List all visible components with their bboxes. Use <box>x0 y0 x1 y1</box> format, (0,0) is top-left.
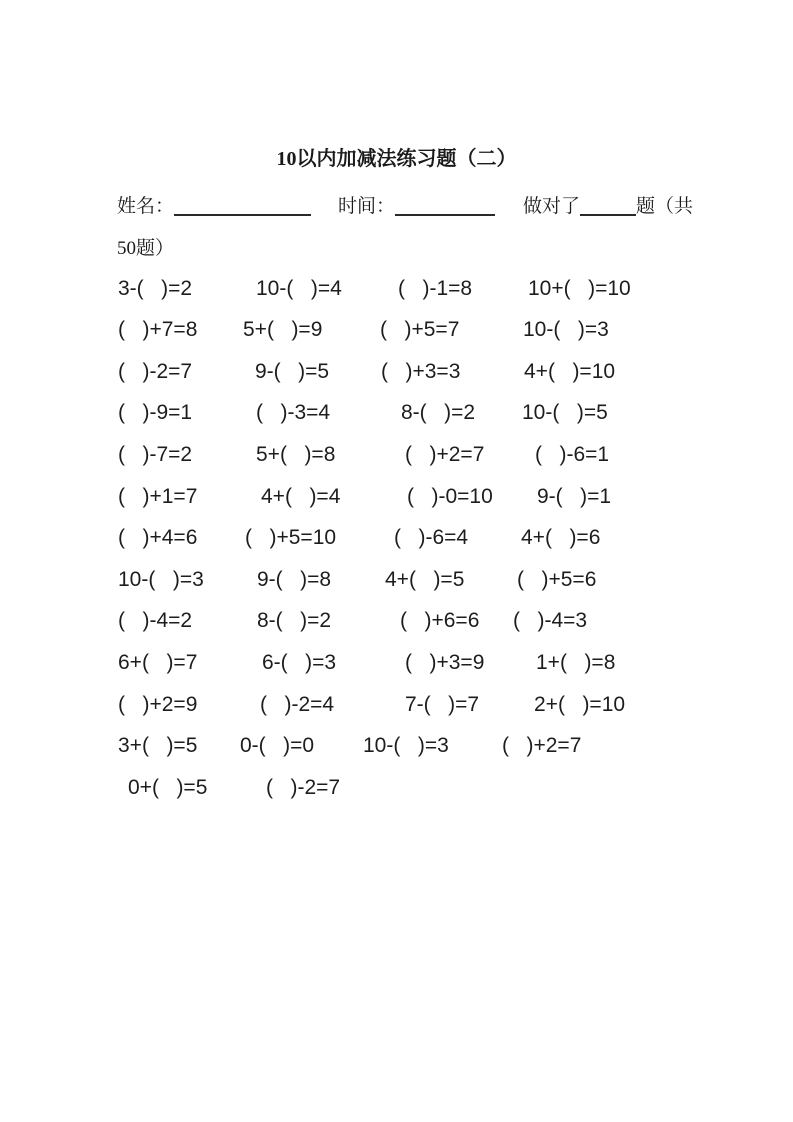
problem-cell: ( )+2=9 <box>118 693 198 716</box>
problem-row <box>0 401 793 431</box>
problem-cell: 4+( )=4 <box>261 485 341 508</box>
problem-cell: 6+( )=7 <box>118 651 198 674</box>
problem-cell: 10-( )=3 <box>523 318 609 341</box>
problem-cell: ( )-9=1 <box>118 401 193 424</box>
problem-cell: ( )-4=3 <box>513 609 588 632</box>
problem-cell: 1+( )=8 <box>536 651 616 674</box>
problem-cell: ( )+5=7 <box>380 318 460 341</box>
problem-cell: ( )+6=6 <box>400 609 480 632</box>
problem-cell: ( )-2=7 <box>118 360 193 383</box>
problem-cell: ( )+5=6 <box>517 568 597 591</box>
problem-cell: 3-( )=2 <box>118 277 193 300</box>
problem-cell: 8-( )=2 <box>257 609 332 632</box>
problem-row <box>0 318 793 348</box>
problem-cell: 10+( )=10 <box>528 277 631 300</box>
problem-cell: 8-( )=2 <box>401 401 476 424</box>
problem-cell: ( )+3=9 <box>405 651 485 674</box>
problem-cell: ( )+4=6 <box>118 526 198 549</box>
problem-cell: ( )-4=2 <box>118 609 193 632</box>
problem-cell: ( )-0=10 <box>407 485 493 508</box>
problem-row <box>0 776 793 806</box>
problem-cell: ( )-2=7 <box>266 776 341 799</box>
problem-row <box>0 651 793 681</box>
problem-cell: ( )+2=7 <box>405 443 485 466</box>
problem-row <box>0 443 793 473</box>
problem-cell: ( )+5=10 <box>245 526 337 549</box>
problem-cell: 3+( )=5 <box>118 734 198 757</box>
problem-cell: 7-( )=7 <box>405 693 480 716</box>
problem-cell: ( )-1=8 <box>398 277 473 300</box>
problem-cell: ( )-7=2 <box>118 443 193 466</box>
problem-cell: ( )-6=4 <box>394 526 469 549</box>
problem-cell: 5+( )=8 <box>256 443 336 466</box>
problem-cell: 5+( )=9 <box>243 318 323 341</box>
problem-cell: ( )+3=3 <box>381 360 461 383</box>
problem-cell: 10-( )=3 <box>118 568 204 591</box>
name-label: 姓名： <box>117 196 175 217</box>
problem-cell: 4+( )=5 <box>385 568 465 591</box>
problem-cell: 0+( )=5 <box>128 776 208 799</box>
problem-cell: ( )-2=4 <box>260 693 335 716</box>
problem-cell: 10-( )=4 <box>256 277 342 300</box>
problem-cell: 9-( )=5 <box>255 360 330 383</box>
problem-cell: 9-( )=1 <box>537 485 612 508</box>
problem-cell: 6-( )=3 <box>262 651 337 674</box>
time-label: 时间： <box>338 196 396 217</box>
score-label: 做对了 <box>523 196 581 217</box>
problem-cell: 10-( )=3 <box>363 734 449 757</box>
problem-row <box>0 277 793 307</box>
problem-cell: 0-( )=0 <box>240 734 315 757</box>
problem-cell: ( )+1=7 <box>118 485 198 508</box>
problem-cell: ( )+7=8 <box>118 318 198 341</box>
problem-cell: 10-( )=5 <box>522 401 608 424</box>
problem-cell: 4+( )=6 <box>521 526 601 549</box>
problem-row <box>0 609 793 639</box>
problem-cell: ( )-6=1 <box>535 443 610 466</box>
score-suffix: 题（共 <box>636 196 694 217</box>
total-count-line: 50题） <box>117 238 175 259</box>
problem-cell: 2+( )=10 <box>534 693 626 716</box>
problem-row <box>0 693 793 723</box>
page-title: 10以内加减法练习题（二） <box>276 148 517 170</box>
problem-cell: 9-( )=8 <box>257 568 332 591</box>
problem-cell: 4+( )=10 <box>524 360 616 383</box>
problem-row <box>0 360 793 390</box>
problem-row <box>0 568 793 598</box>
problem-cell: ( )-3=4 <box>256 401 331 424</box>
problem-cell: ( )+2=7 <box>502 734 582 757</box>
problem-row <box>0 734 793 764</box>
problem-row <box>0 526 793 556</box>
problem-row <box>0 485 793 515</box>
